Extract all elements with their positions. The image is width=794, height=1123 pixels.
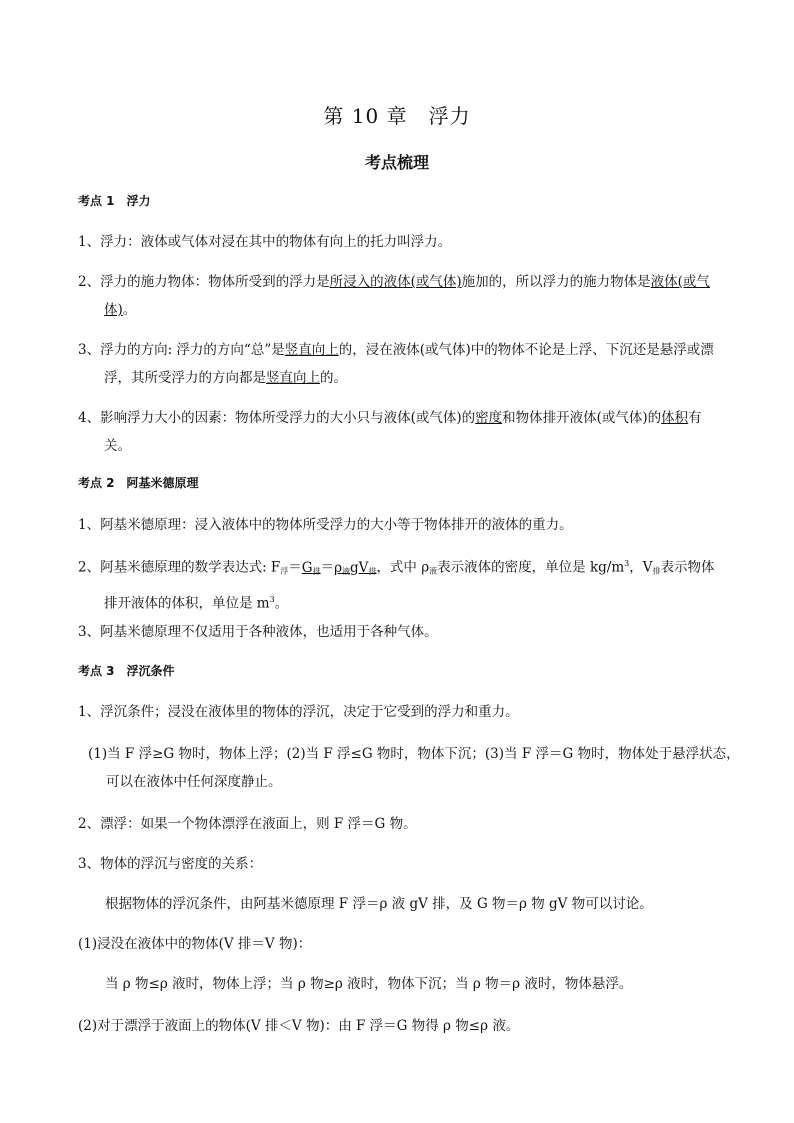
kd3-heading: 考点 3 浮沉条件 xyxy=(78,664,175,678)
kd3-item2: 2、漂浮：如果一个物体漂浮在液面上，则 F 浮＝G 物。 xyxy=(78,816,417,832)
chapter-title: 第 10 章 浮力 xyxy=(323,104,471,128)
kd2-item3: 3、阿基米德原理不仅适用于各种液体，也适用于各种气体。 xyxy=(78,624,438,640)
kd1-item4: 4、影响浮力大小的因素：物体所受浮力的大小只与液体(或气体)的密度和物体排开液体(或气体)的体积有关。 xyxy=(78,410,702,454)
kd1-item1: 1、浮力：液体或气体对浸在其中的物体有向上的托力叫浮力。 xyxy=(78,234,452,250)
kd3-item3: 3、物体的浮沉与密度的关系： xyxy=(78,856,263,872)
kd2-item1: 1、阿基米德原理：浸入液体中的物体所受浮力的大小等于物体排开的液体的重力。 xyxy=(78,517,573,533)
kd3-item1: 1、浮沉条件；浸没在液体里的物体的浮沉，决定于它受到的浮力和重力。 xyxy=(78,704,519,720)
section-subtitle: 考点梳理 xyxy=(364,153,429,172)
case2: (2)对于漂浮于液面上的物体(V 排＜V 物)：由 F 浮＝G 物得 ρ 物≤ρ 液。 xyxy=(78,1018,520,1034)
kd1-heading: 考点 1 浮力 xyxy=(78,194,151,208)
kd1-item3: 3、浮力的方向: 浮力的方向“总”是竖直向上的，浸在液体(或气体)中的物体不论是上浮、下沉还是悬浮或漂浮，其所受浮力的方向都是竖直向上的。 xyxy=(78,342,714,386)
kd2-item2: 2、阿基米德原理的数学表达式: $F_浮=G_排=\rho_液gV_排$，式中 $\rho_液$表示液体的密度，单位是 $kg/m^3$，$V_排$表示物体排开液体的体积，单位是 $m^3$。 xyxy=(78,559,715,611)
kd1-item2: 2、浮力的施力物体：物体所受到的浮力是所浸入的液体(或气体)施加的，所以浮力的施力物体是液体(或气体)。 xyxy=(78,274,710,318)
case1-para: 当 ρ 物≤ρ 液时，物体上浮；当 ρ 物≥ρ 液时，物体下沉；当 ρ 物＝ρ 液时，物体悬浮。 xyxy=(105,976,633,992)
kd2-heading: 考点 2 阿基米德原理 xyxy=(78,476,199,490)
kd3-item3-para: 根据物体的浮沉条件，由阿基米德原理 F 浮＝ρ 液 gV 排，及 G 物＝ρ 物 gV 物可以讨论。 xyxy=(105,896,653,912)
case1: (1)浸没在液体中的物体(V 排＝V 物)： xyxy=(78,936,312,952)
kd3-sub1: (1)当 F 浮≥G 物时，物体上浮；(2)当 F 浮≤G 物时，物体下沉；(3)当 F 浮＝G 物时，物体处于悬浮状态，可以在液体中任何深度静止。 xyxy=(88,746,740,790)
